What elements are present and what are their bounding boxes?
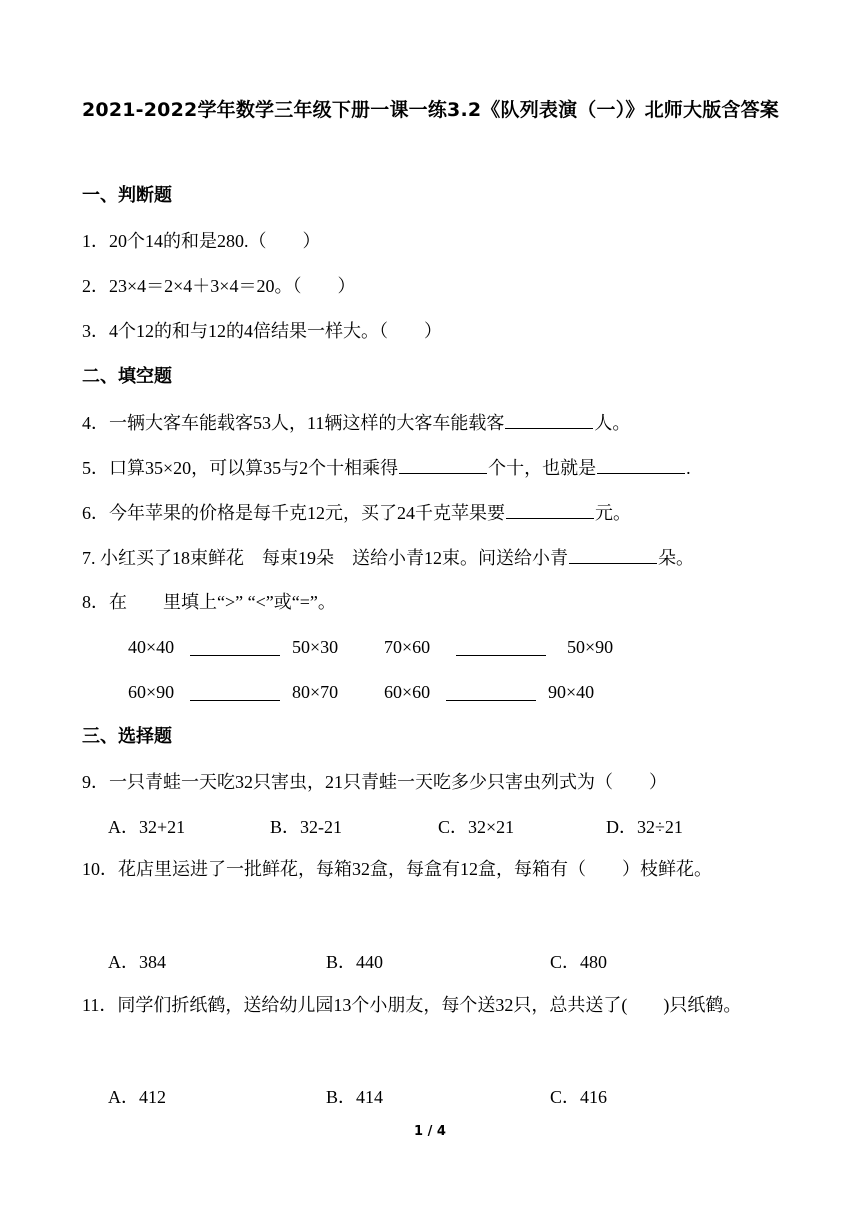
question-11-stem: 11．同学们折纸鹤，送给幼儿园13个小朋友，每个送32只，总共送了( )只纸鹤。 bbox=[82, 995, 742, 1015]
question-4 bbox=[82, 410, 630, 435]
question-4-text: 4．一辆大客车能载客53人，11辆这样的大客车能载客 bbox=[82, 413, 505, 433]
compare-left: 60×60 bbox=[384, 682, 431, 702]
document-title: 2021-2022学年数学三年级下册一课一练3.2《队列表演（一）》北师大版含答案 bbox=[82, 99, 780, 121]
answer-blank bbox=[505, 410, 593, 429]
question-3: 3．4个12的和与12的4倍结果一样大。（ ） bbox=[82, 321, 442, 341]
section-heading-true-false: 一、判断题 bbox=[82, 185, 172, 206]
option-c: C．32×21 bbox=[438, 817, 515, 837]
answer-blank bbox=[399, 455, 487, 474]
question-9-stem: 9．一只青蛙一天吃32只害虫，21只青蛙一天吃多少只害虫列式为（ ） bbox=[82, 772, 667, 792]
compare-left: 70×60 bbox=[384, 637, 431, 657]
compare-blank bbox=[446, 700, 536, 701]
compare-right: 90×40 bbox=[548, 682, 595, 702]
section-heading-fill-blank: 二、填空题 bbox=[82, 366, 172, 387]
question-5-middle: 个十，也就是 bbox=[488, 458, 597, 478]
question-6 bbox=[82, 500, 631, 525]
page-number: 1 / 4 bbox=[414, 1124, 446, 1139]
question-10-stem: 10．花店里运进了一批鲜花，每箱32盒，每盒有12盒，每箱有（ ）枝鲜花。 bbox=[82, 859, 712, 879]
option-b: B．32-21 bbox=[270, 817, 342, 837]
question-7-text: 7. 小红买了18束鲜花 每束19朵 送给小青12束。问送给小青 bbox=[82, 548, 568, 568]
compare-left: 40×40 bbox=[128, 637, 175, 657]
option-c: C．416 bbox=[550, 1087, 608, 1107]
option-a: A．412 bbox=[108, 1087, 166, 1107]
compare-blank bbox=[456, 655, 546, 656]
compare-blank bbox=[190, 700, 280, 701]
option-d: D．32÷21 bbox=[606, 817, 683, 837]
section-heading-multiple-choice: 三、选择题 bbox=[82, 726, 172, 747]
question-7-suffix: 朵。 bbox=[658, 548, 694, 568]
answer-blank bbox=[506, 500, 594, 519]
answer-blank bbox=[597, 455, 685, 474]
question-7 bbox=[82, 545, 694, 570]
question-4-suffix: 人。 bbox=[594, 413, 631, 433]
option-a: A．32+21 bbox=[108, 817, 186, 837]
question-5-text: 5．口算35×20，可以算35与2个十相乘得 bbox=[82, 458, 399, 478]
compare-right: 50×90 bbox=[567, 637, 614, 657]
question-8-stem: 8．在 里填上“>” “<”或“=”。 bbox=[82, 592, 336, 612]
compare-blank bbox=[190, 655, 280, 656]
compare-right: 80×70 bbox=[292, 682, 339, 702]
question-5 bbox=[82, 455, 691, 480]
option-a: A．384 bbox=[108, 952, 166, 972]
option-b: B．414 bbox=[326, 1087, 384, 1107]
compare-right: 50×30 bbox=[292, 637, 339, 657]
option-c: C．480 bbox=[550, 952, 608, 972]
question-1: 1．20个14的和是280.（ ） bbox=[82, 231, 321, 251]
answer-blank bbox=[569, 545, 657, 564]
question-5-suffix: . bbox=[686, 458, 691, 478]
question-2: 2．23×4＝2×4＋3×4＝20。（ ） bbox=[82, 276, 356, 296]
question-6-text: 6．今年苹果的价格是每千克12元，买了24千克苹果要 bbox=[82, 503, 505, 523]
compare-left: 60×90 bbox=[128, 682, 175, 702]
option-b: B．440 bbox=[326, 952, 384, 972]
question-6-suffix: 元。 bbox=[595, 503, 631, 523]
